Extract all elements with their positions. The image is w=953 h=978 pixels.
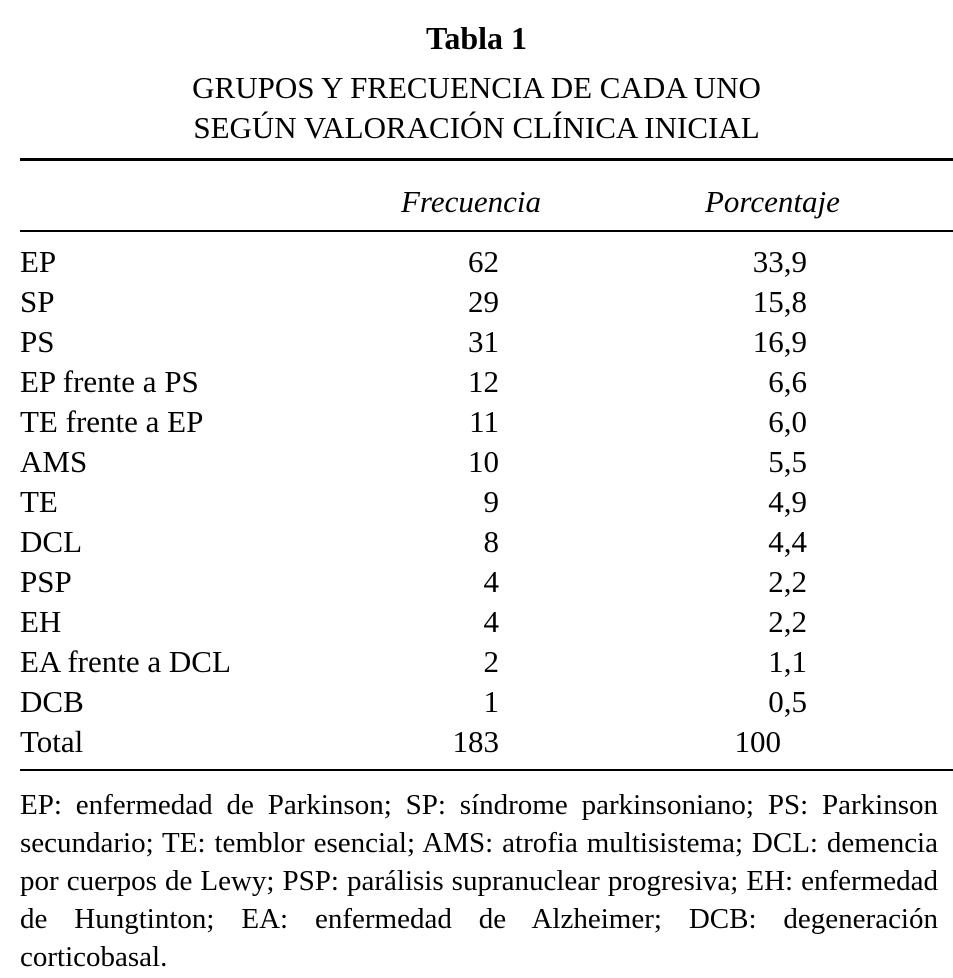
table-row bbox=[0, 522, 953, 562]
total-percentage: 100 bbox=[734, 724, 781, 759]
row-percentage: 4,4 bbox=[768, 524, 807, 559]
row-percentage: 1,1 bbox=[768, 644, 807, 679]
row-group: AMS bbox=[20, 444, 88, 479]
row-frequency: 10 bbox=[468, 444, 499, 479]
bottom-rule bbox=[20, 769, 953, 771]
table-row bbox=[0, 482, 953, 522]
row-group: PSP bbox=[20, 564, 72, 599]
table-row bbox=[0, 562, 953, 602]
table-total-row bbox=[0, 722, 953, 762]
total-label: Total bbox=[20, 724, 84, 759]
table-footnote: EP: enfermedad de Parkinson; SP: síndrome parkinsoniano; PS: Parkinson secundario; TE: temblor esencial; AMS: atrofia multisistema; DCL: demencia por cuerpos de Lewy; PSP: parálisis supranuclear progresiva; EH: enfermedad de Hungtinton; EA: enfermedad de Alzheimer; DCB: degeneración corticobasal. bbox=[20, 789, 938, 973]
table-label: Tabla 1 bbox=[425, 20, 528, 56]
row-frequency: 29 bbox=[468, 284, 499, 319]
row-percentage: 33,9 bbox=[752, 244, 807, 279]
row-frequency: 12 bbox=[468, 364, 499, 399]
column-header-frequency: Frecuencia bbox=[401, 184, 541, 219]
table-row bbox=[0, 242, 953, 282]
row-percentage: 4,9 bbox=[768, 484, 807, 519]
row-frequency: 4 bbox=[483, 604, 499, 639]
row-percentage: 16,9 bbox=[752, 324, 807, 359]
table-title-line-2: SEGÚN VALORACIÓN CLÍNICA INICIAL bbox=[193, 110, 760, 145]
row-group: DCB bbox=[20, 684, 84, 719]
table-row bbox=[0, 602, 953, 642]
row-percentage: 2,2 bbox=[768, 604, 807, 639]
row-group: EP frente a PS bbox=[20, 364, 199, 399]
header-rule bbox=[20, 230, 953, 232]
row-frequency: 8 bbox=[483, 524, 499, 559]
row-group: TE frente a EP bbox=[20, 404, 204, 439]
row-group: EH bbox=[20, 604, 62, 639]
row-frequency: 11 bbox=[469, 404, 499, 439]
table-title-line-1: GRUPOS Y FRECUENCIA DE CADA UNO bbox=[192, 70, 761, 105]
row-frequency: 2 bbox=[483, 644, 499, 679]
table-body bbox=[0, 242, 953, 762]
row-frequency: 31 bbox=[468, 324, 499, 359]
row-percentage: 2,2 bbox=[768, 564, 807, 599]
column-header-percentage: Porcentaje bbox=[705, 184, 840, 219]
total-frequency: 183 bbox=[452, 724, 499, 759]
table-row bbox=[0, 402, 953, 442]
row-percentage: 0,5 bbox=[768, 684, 807, 719]
row-group: EP bbox=[20, 244, 57, 279]
table-row bbox=[0, 442, 953, 482]
table-row bbox=[0, 682, 953, 722]
table-row bbox=[0, 362, 953, 402]
row-group: EA frente a DCL bbox=[20, 644, 231, 679]
row-group: SP bbox=[20, 284, 55, 319]
top-rule bbox=[20, 158, 953, 161]
row-frequency: 4 bbox=[483, 564, 499, 599]
row-percentage: 15,8 bbox=[752, 284, 807, 319]
row-frequency: 9 bbox=[483, 484, 499, 519]
table-row bbox=[0, 642, 953, 682]
table-row bbox=[0, 322, 953, 362]
row-group: DCL bbox=[20, 524, 82, 559]
row-percentage: 6,6 bbox=[768, 364, 807, 399]
row-percentage: 6,0 bbox=[768, 404, 807, 439]
row-frequency: 1 bbox=[483, 684, 499, 719]
row-group: PS bbox=[20, 324, 55, 359]
row-frequency: 62 bbox=[468, 244, 499, 279]
row-percentage: 5,5 bbox=[768, 444, 807, 479]
table-row bbox=[0, 282, 953, 322]
row-group: TE bbox=[20, 484, 58, 519]
